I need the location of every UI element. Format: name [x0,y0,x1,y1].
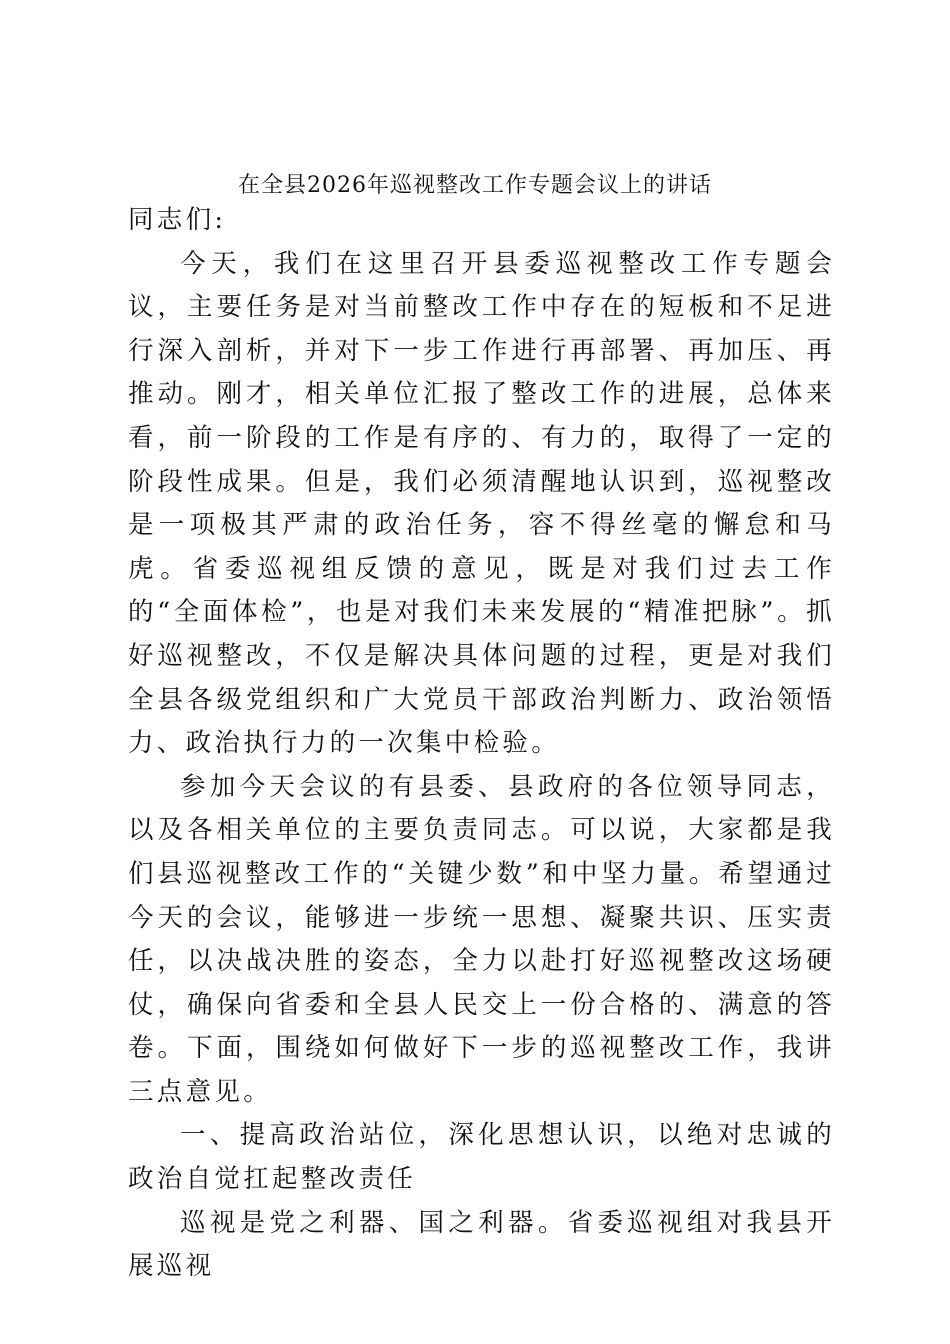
salutation: 同志们: [128,205,227,235]
section-paragraph: 巡视是党之利器、国之利器。省委巡视组对我县开展巡视 [128,1207,835,1282]
body-paragraph-2: 参加今天会议的有县委、县政府的各位领导同志，以及各相关单位的主要负责同志。可以说，大家都是我们县巡视整改工作的“关键少数”和中坚力量。希望通过今天的会议，能够进一步统一思想、凝聚共识、压实责任，以决战决胜的姿态，全力以赴打好巡视整改这场硬仗，确保向省委和全县人民交上一份合格的、满意的答卷。下面，围绕如何做好下一步的巡视整改工作，我讲三点意见。 [128,771,835,1107]
section-heading: 一、提高政治站位，深化思想认识，以绝对忠诚的政治自觉扛起整改责任 [128,1120,835,1195]
document-body [128,199,835,1289]
body-paragraph-1: 今天，我们在这里召开县委巡视整改工作专题会议，主要任务是对当前整改工作中存在的短板和不足进行深入剖析，并对下一步工作进行再部署、再加压、再推动。刚才，相关单位汇报了整改工作的进展，总体来看，前一阶段的工作是有序的、有力的，取得了一定的阶段性成果。但是，我们必须清醒地认识到，巡视整改是一项极其严肃的政治任务，容不得丝毫的懈怠和马虎。省委巡视组反馈的意见，既是对我们过去工作的“全面体检”，也是对我们未来发展的“精准把脉”。抓好巡视整改，不仅是解决具体问题的过程，更是对我们全县各级党组织和广大党员干部政治判断力、政治领悟力、政治执行力的一次集中检验。 [128,248,835,759]
document-title: 在全县2026年巡视整改工作专题会议上的讲话 [238,173,712,198]
